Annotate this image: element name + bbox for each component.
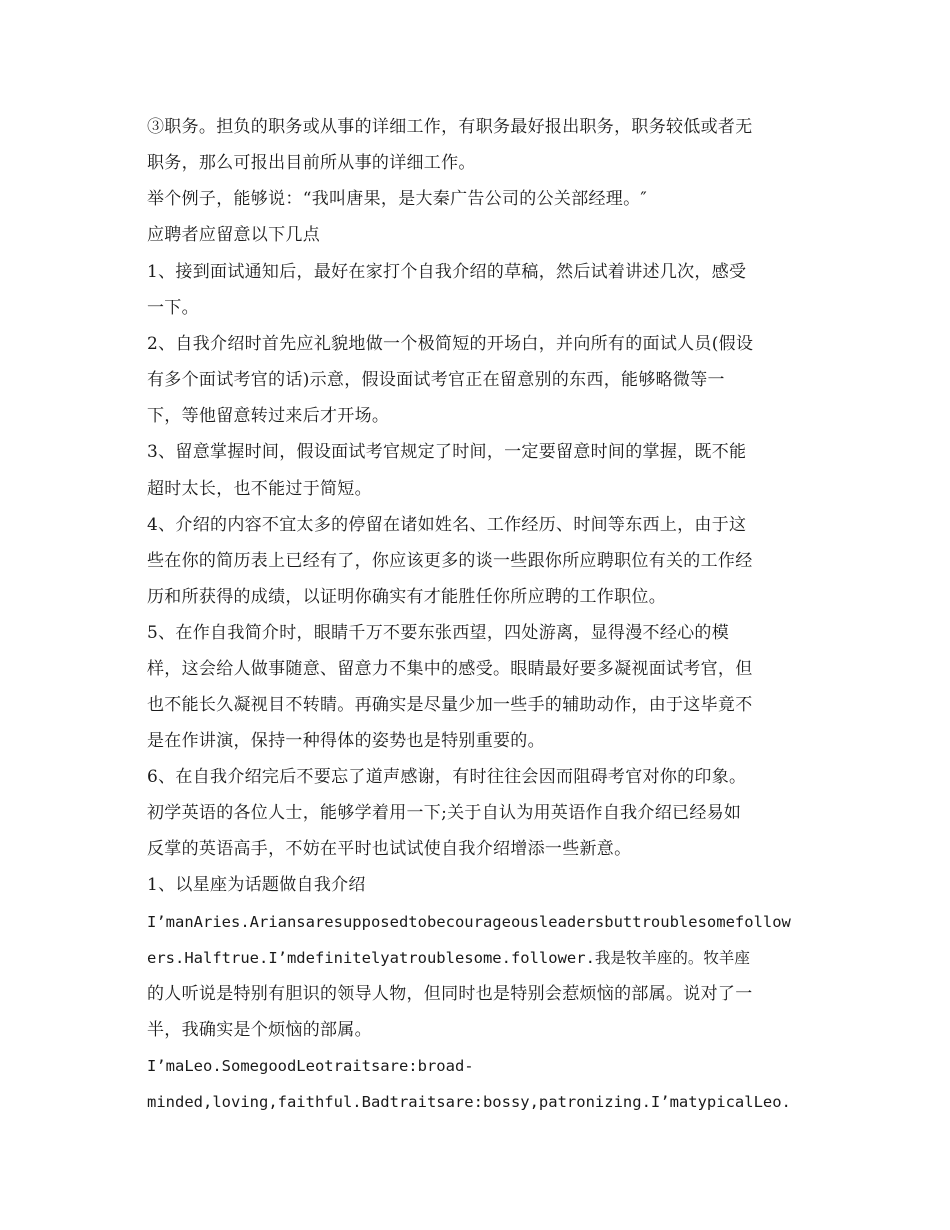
text-line: 半，我确实是个烦恼的部属。 [147,1020,372,1040]
text-line: I’maLeo.SomegoodLeotraitsare:broad- [147,1057,474,1075]
text-line: 下，等他留意转过来后才开场。 [147,406,390,426]
text-line: 4、介绍的内容不宜太多的停留在诸如姓名、工作经历、时间等东西上，由于这 [147,515,747,535]
text-line: 职务，那么可报出目前所从事的详细工作。 [147,153,476,173]
text-line: 2、自我介绍时首先应礼貌地做一个极简短的开场白，并向所有的面试人员(假设 [147,334,754,354]
text-line: ③职务。担负的职务或从事的详细工作，有职务最好报出职务，职务较低或者无 [147,117,753,137]
text-line: 5、在作自我简介时，眼睛千万不要东张西望，四处游离，显得漫不经心的模 [147,623,730,643]
text-line: 超时太长，也不能过于简短。 [147,479,372,499]
text-line: 1、接到面试通知后，最好在家打个自我介绍的草稿，然后试着讲述几次，感受 [147,262,747,282]
text-line: 1、以星座为话题做自我介绍 [147,875,366,895]
text-line: 的人听说是特别有胆识的领导人物，但同时也是特别会惹烦恼的部属。说对了一 [147,984,753,1004]
text-line: 6、在自我介绍完后不要忘了道声感谢，有时往往会因而阻碍考官对你的印象。 [147,767,747,787]
text-line: 一下。 [147,298,199,318]
text-line: 举个例子，能够说：“我叫唐果，是大秦广告公司的公关部经理。″ [147,189,648,209]
text-line: I’manAries.Ariansaresupposedtobecourageousleadersbuttroublesomefollow [147,913,791,931]
text-line: ers.Halftrue.I’mdefinitelyatroublesome.follower.我是牧羊座的。牧羊座 [147,949,750,967]
text-line: 有多个面试考官的话)示意，假设面试考官正在留意别的东西，能够略微等一 [147,370,725,390]
text-line: 是在作讲演，保持一种得体的姿势也是特别重要的。 [147,731,545,751]
text-line: 也不能长久凝视目不转睛。再确实是尽量少加一些手的辅助动作，由于这毕竟不 [147,695,753,715]
text-line: 反掌的英语高手，不妨在平时也试试使自我介绍增添一些新意。 [147,839,632,859]
text-line: 应聘者应留意以下几点 [147,225,320,245]
text-line: 些在你的简历表上已经有了，你应该更多的谈一些跟你所应聘职位有关的工作经 [147,551,753,571]
text-line: 3、留意掌握时间，假设面试考官规定了时间，一定要留意时间的掌握，既不能 [147,442,747,462]
text-line: 历和所获得的成绩，以证明你确实有才能胜任你所应聘的工作职位。 [147,587,666,607]
text-line: 样，这会给人做事随意、留意力不集中的感受。眼睛最好要多凝视面试考官，但 [147,659,753,679]
text-line: 初学英语的各位人士，能够学着用一下;关于自认为用英语作自我介绍已经易如 [147,803,742,823]
text-line: minded,loving,faithful.Badtraitsare:bossy,patronizing.I’matypicalLeo. [147,1093,791,1111]
